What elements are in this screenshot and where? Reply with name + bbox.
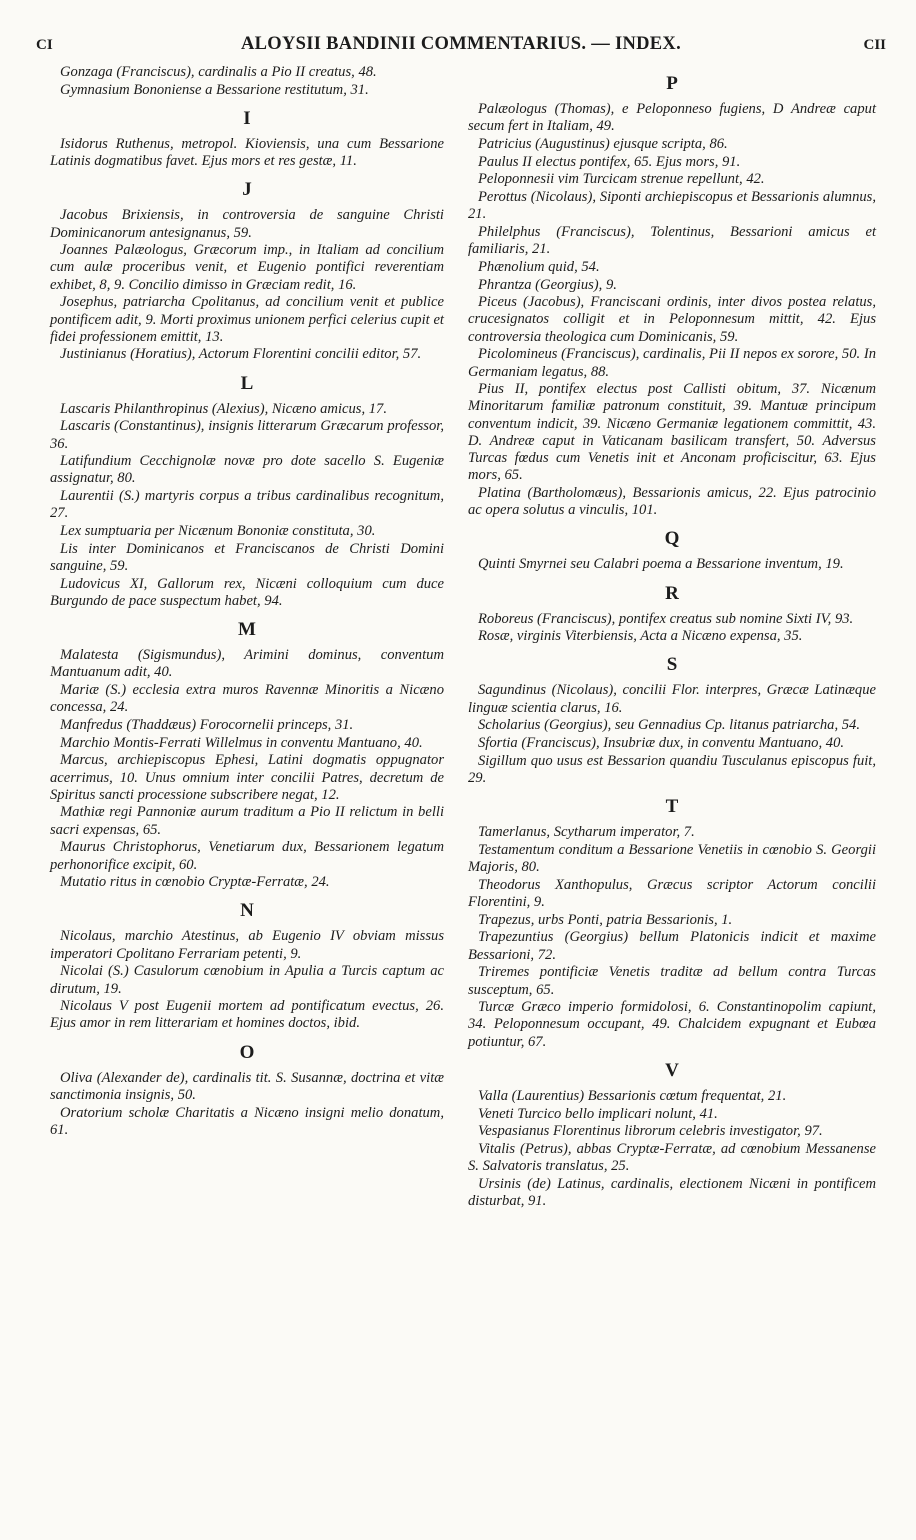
index-entry: Justinianus (Horatius), Actorum Florentini concilii editor, 57. (60, 346, 422, 363)
index-entry: Ursinis (de) Latinus, cardinalis, electionem Nicæni in pontificem disturbat, 91. (468, 1175, 876, 1210)
index-entry: Mathiæ regi Pannoniæ aurum traditum a Pio II relictum in belli sacri expensas, 65. (50, 804, 444, 838)
index-entry: Josephus, patriarcha Cpolitanus, ad concilium venit et publice pontificem adit, 9. Morti proximus unionem perfici celerius cupit et fidei professionem emittit, 13. (50, 294, 444, 345)
left-column (50, 64, 444, 1139)
section-letter: Q (664, 528, 680, 550)
index-entry: Pius II, pontifex electus post Callisti obitum, 37. Nicænum Minoritarum familiæ patronum constituit, 39. Mantuæ principum conventum indicit, 39. Nicæno Germaniæ legationem committit, 43. D. Andreæ caput in Vaticanam basilicam transfert, 50. Adversus Turcas fœdus cum Venetis init et Anconam proficiscitur, 63. Ejus mors, 65. (468, 381, 876, 484)
index-entry: Rosæ, virginis Viterbiensis, Acta a Nicæno expensa, 35. (478, 628, 803, 645)
section-letter: N (240, 900, 254, 922)
section-letter: T (665, 796, 679, 818)
left-page-number: CI (36, 37, 53, 53)
index-entry: Marchio Montis-Ferrati Willelmus in conventu Mantuano, 40. (60, 734, 423, 751)
index-entry: Piceus (Jacobus), Franciscani ordinis, inter divos postea relatus, crucesignatos colligit et in Peloponnesum mittit, 42. Ejus controversia theologica cum Dominicanis, 59. (468, 294, 876, 345)
index-entry: Nicolaus V post Eugenii mortem ad pontificatum evectus, 26. Ejus amor in rem litterariam et homines doctos, ibid. (50, 998, 444, 1032)
section-letter: L (240, 372, 254, 394)
index-entry: Vitalis (Petrus), abbas Cryptæ-Ferratæ, ad cœnobium Messanense S. Salvatoris translatus, 25. (468, 1140, 876, 1175)
index-entry: Platina (Bartholomæus), Bessarionis amicus, 22. Ejus patrocinio ac opera solutus a vinculis, 101. (468, 484, 876, 519)
index-entry: Picolomineus (Franciscus), cardinalis, Pii II nepos ex sorore, 50. In Germaniam legatus, 88. (468, 346, 876, 380)
index-entry: Manfredus (Thaddæus) Forocornelii princeps, 31. (60, 716, 354, 733)
index-entry: Valla (Laurentius) Bessarionis cœtum frequentat, 21. (478, 1087, 787, 1104)
index-entry: Mariæ (S.) ecclesia extra muros Ravennæ Minoritis a Nicæno concessa, 24. (50, 681, 444, 716)
index-entry: Gonzaga (Franciscus), cardinalis a Pio II creatus, 48. (60, 64, 377, 80)
index-entry: Roboreus (Franciscus), pontifex creatus sub nomine Sixti IV, 93. (478, 610, 854, 627)
index-entry: Maurus Christophorus, Venetiarum dux, Bessarionem legatum perhonorifice excipit, 60. (50, 839, 444, 873)
index-entry: Perottus (Nicolaus), Siponti archiepiscopus et Bessarionis alumnus, 21. (468, 189, 876, 223)
index-entry: Trapezus, urbs Ponti, patria Bessarionis, 1. (478, 911, 733, 928)
index-entry: Nicolai (S.) Casulorum cœnobium in Apulia a Turcis captum ac dirutum, 19. (50, 963, 444, 997)
section-letter: V (665, 1059, 679, 1081)
index-entry: Lex sumptuaria per Nicænum Bononiæ constituta, 30. (60, 523, 376, 540)
index-entry: Vespasianus Florentinus librorum celebris investigator, 97. (478, 1123, 823, 1140)
index-entry: Phænolium quid, 54. (478, 258, 600, 275)
running-header (36, 34, 886, 58)
index-entry: Lis inter Dominicanos et Franciscanos de Christi Domini sanguine, 59. (50, 540, 444, 574)
right-page-number: CII (863, 37, 886, 53)
index-entry: Trapezuntius (Georgius) bellum Platonicis indicit et maxime Bessarioni, 72. (468, 929, 876, 963)
index-entry: Turcæ Græco imperio formidolosi, 6. Constantinopolim capiunt, 34. Peloponnesum occupant, 49. Chalcidem expugnant et Eubœa potiuntur, 67. (468, 999, 876, 1050)
index-entry: Gymnasium Bononiense a Bessarione restitutum, 31. (60, 81, 369, 98)
index-entry: Isidorus Ruthenus, metropol. Kioviensis, una cum Bessarione Latinis dogmatibus favet. Ejus mors et res gestæ, 11. (50, 135, 444, 170)
index-entry: Testamentum conditum a Bessarione Venetiis in cœnobio S. Georgii Majoris, 80. (468, 841, 876, 876)
index-entry: Philelphus (Franciscus), Tolentinus, Bessarioni amicus et familiaris, 21. (468, 223, 876, 258)
index-entry: Quinti Smyrnei seu Calabri poema a Bessarione inventum, 19. (478, 556, 844, 573)
index-entry: Malatesta (Sigismundus), Arimini dominus, conventum Mantuanum adit, 40. (50, 647, 444, 681)
index-entry: Latifundium Cecchignolæ novæ pro dote sacello S. Eugeniæ assignatur, 80. (50, 453, 444, 487)
index-entry: Triremes pontificiæ Venetis traditæ ad bellum contra Turcas susceptum, 65. (468, 964, 876, 998)
index-entry: Paulus II electus pontifex, 65. Ejus mors, 91. (478, 153, 741, 170)
index-entry: Patricius (Augustinus) ejusque scripta, 86. (478, 135, 728, 152)
section-letter: M (238, 619, 256, 641)
index-entry: Oratorium scholæ Charitatis a Nicæno insigni melio donatum, 61. (50, 1104, 444, 1138)
section-letter: J (242, 179, 252, 201)
index-entry: Peloponnesii vim Turcicam strenue repellunt, 42. (478, 171, 765, 188)
index-entry: Ludovicus XI, Gallorum rex, Nicæni colloquium cum duce Burgundo de pace suspectum habet, 94. (50, 575, 444, 609)
index-entry: Tamerlanus, Scytharum imperator, 7. (478, 824, 695, 841)
index-entry: Joannes Palæologus, Græcorum imp., in Italiam ad concilium cum aulæ proceribus venit, et Eugenio pontifici reverentiam exhibet, 8, 9. Concilio dimisso in Græciam redit, 16. (50, 242, 444, 293)
index-entry: Lascaris Philanthropinus (Alexius), Nicæno amicus, 17. (60, 400, 387, 417)
section-letter: S (666, 654, 678, 676)
section-letter: O (239, 1041, 255, 1063)
index-entry: Lascaris (Constantinus), insignis litterarum Græcarum professor, 36. (50, 418, 444, 452)
index-entry: Veneti Turcico bello implicari nolunt, 41. (478, 1105, 718, 1122)
index-entry: Sigillum quo usus est Bessarion quandiu Tusculanus episcopus fuit, 29. (468, 752, 876, 786)
index-entry: Nicolaus, marchio Atestinus, ab Eugenio IV obviam missus imperatori Cpolitano Ferrariam petenti, 9. (50, 928, 444, 962)
index-entry: Scholarius (Georgius), seu Gennadius Cp. litanus patriarcha, 54. (478, 717, 860, 734)
index-entry: Sfortia (Franciscus), Insubriæ dux, in conventu Mantuano, 40. (478, 735, 845, 752)
index-entry: Mutatio ritus in cœnobio Cryptæ-Ferratæ, 24. (60, 874, 330, 891)
index-entry: Theodorus Xanthopulus, Græcus scriptor Actorum concilii Florentini, 9. (468, 876, 876, 911)
page-title: ALOYSII BANDINII COMMENTARIUS. — INDEX. (241, 34, 681, 54)
index-entry: Oliva (Alexander de), cardinalis tit. S. Susannæ, doctrina et vitæ sanctimonia insignis, 50. (50, 1069, 444, 1103)
index-entry: Marcus, archiepiscopus Ephesi, Latini dogmatis oppugnator acerrimus, 10. Unus omnium inter concilii Patres, decretum de Spiritus sancti processione subscribere negat, 12. (50, 752, 444, 803)
section-letter: I (243, 107, 251, 129)
right-column (468, 64, 876, 1211)
index-entry: Sagundinus (Nicolaus), concilii Flor. interpres, Græcæ Latinæque linguæ scientia clarus, 16. (468, 682, 876, 716)
section-letter: R (665, 582, 679, 604)
index-entry: Phrantza (Georgius), 9. (478, 276, 617, 293)
index-entry: Laurentii (S.) martyris corpus a tribus cardinalibus recognitum, 27. (50, 488, 444, 522)
section-letter: P (666, 73, 678, 94)
index-entry: Palæologus (Thomas), e Peloponneso fugiens, D Andreæ caput secum fert in Italiam, 49. (468, 101, 876, 135)
index-entry: Jacobus Brixiensis, in controversia de sanguine Christi Dominicanorum antesignanus, 59. (50, 207, 444, 241)
